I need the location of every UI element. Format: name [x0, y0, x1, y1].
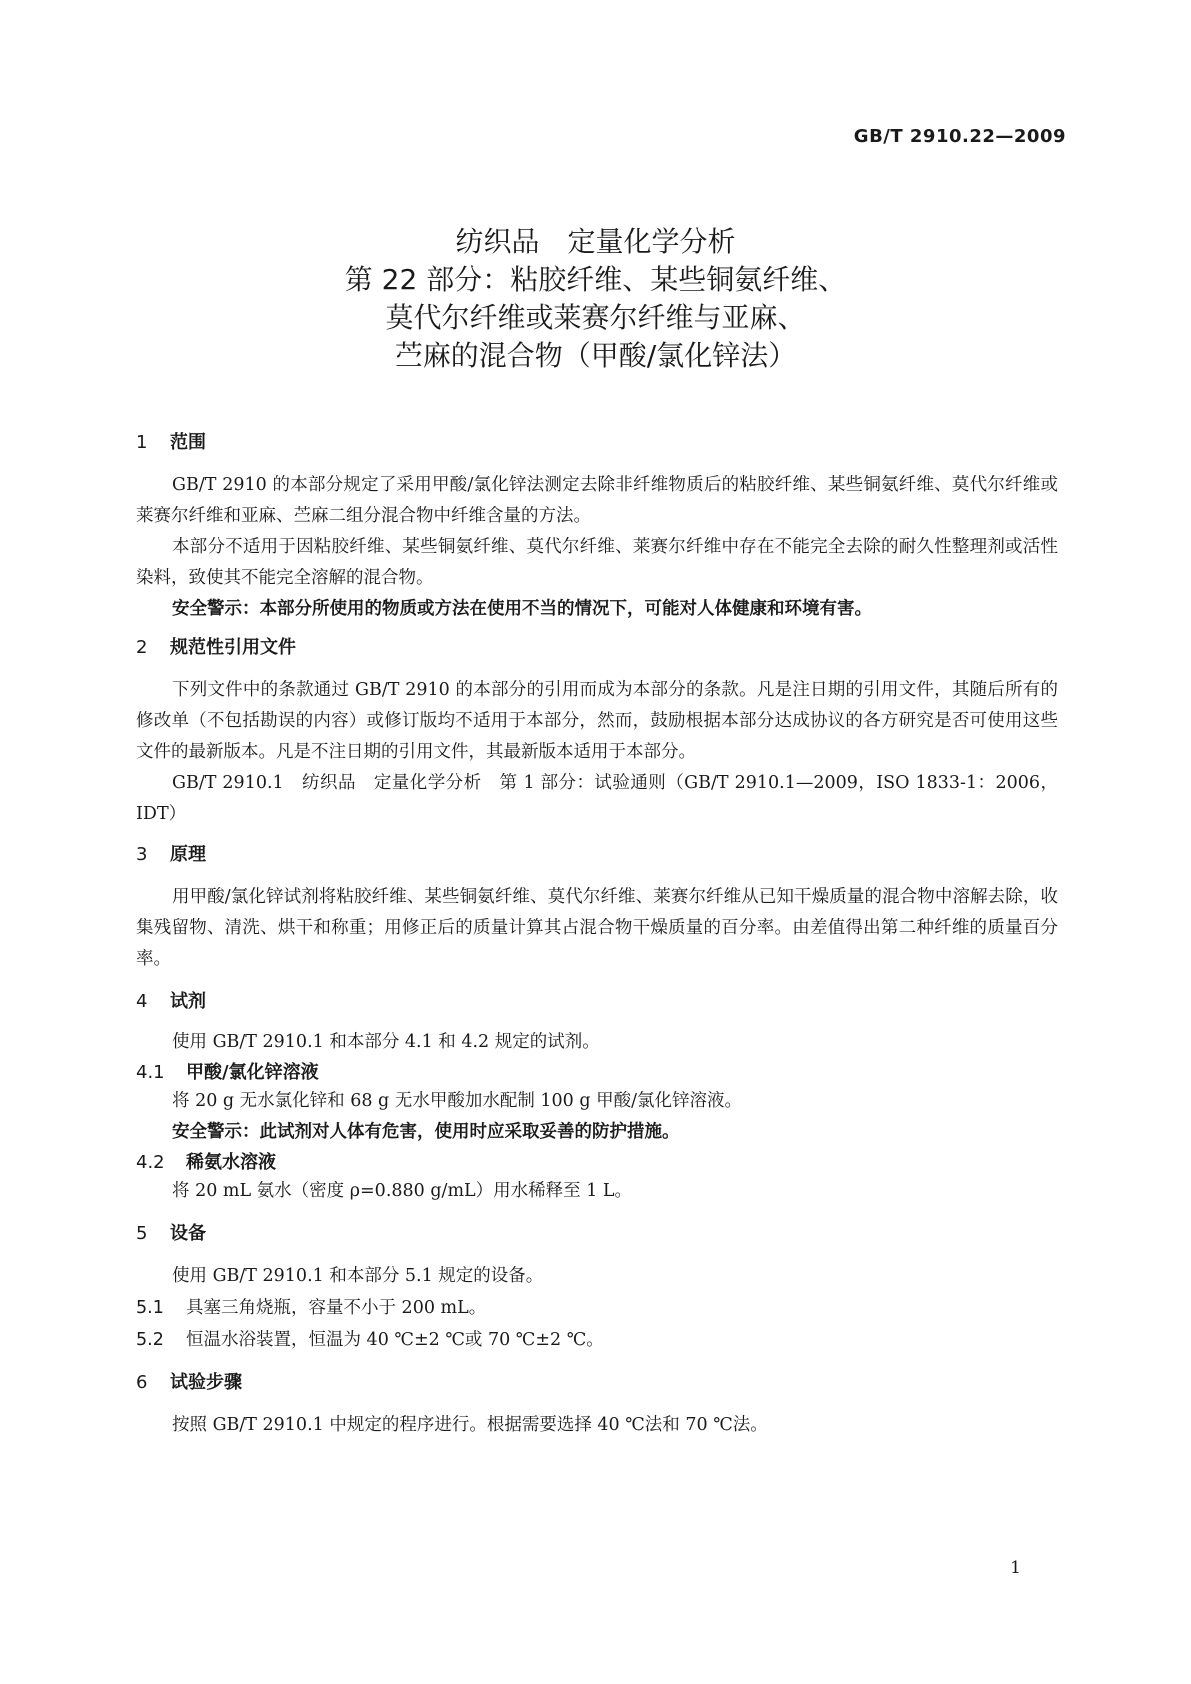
paragraph: 使用 GB/T 2910.1 和本部分 4.1 和 4.2 规定的试剂。: [172, 1032, 600, 1052]
subsection-title: 甲酸/氯化锌溶液: [186, 1062, 319, 1083]
section-heading-normative-references: [136, 635, 1058, 661]
paragraph: 本部分不适用于因粘胶纤维、某些铜氨纤维、莫代尔纤维、莱赛尔纤维中存在不能完全去除的耐久性整理剂或活性染料，致使其不能完全溶解的混合物。: [136, 537, 1058, 588]
item-text: 恒温水浴装置，恒温为 40 ℃±2 ℃或 70 ℃±2 ℃。: [186, 1330, 604, 1350]
document-title: [0, 223, 1191, 375]
section-number: 4: [136, 991, 148, 1012]
section-title: 规范性引用文件: [170, 637, 296, 658]
paragraph: 将 20 g 无水氯化锌和 68 g 无水甲酸加水配制 100 g 甲酸/氯化锌溶液。: [172, 1091, 743, 1111]
section-title: 范围: [170, 432, 206, 453]
section-title: 试验步骤: [170, 1372, 242, 1393]
paragraph: 下列文件中的条款通过 GB/T 2910 的本部分的引用而成为本部分的条款。凡是注日期的引用文件，其随后所有的修改单（不包括勘误的内容）或修订版均不适用于本部分，然而，鼓励根据本部分达成协议的各方研究是否可使用这些文件的最新版本。凡是不注日期的引用文件，其最新版本适用于本部分。: [136, 680, 1058, 762]
subsection-heading-4-1: [136, 1060, 1058, 1086]
title-line: 莫代尔纤维或莱赛尔纤维与亚麻、: [385, 301, 806, 334]
list-item: [136, 1324, 1058, 1356]
paragraph: GB/T 2910 的本部分规定了采用甲酸/氯化锌法测定去除非纤维物质后的粘胶纤维、某些铜氨纤维、莫代尔纤维或莱赛尔纤维和亚麻、苎麻二组分混合物中纤维含量的方法。: [136, 475, 1058, 526]
item-text: 具塞三角烧瓶，容量不小于 200 mL。: [186, 1298, 487, 1318]
section-number: 3: [136, 844, 148, 865]
safety-warning: 安全警示：此试剂对人体有危害，使用时应采取妥善的防护措施。: [172, 1122, 680, 1142]
paragraph: 用甲酸/氯化锌试剂将粘胶纤维、某些铜氨纤维、莫代尔纤维、莱赛尔纤维从已知干燥质量的混合物中溶解去除，收集残留物、清洗、烘干和称重；用修正后的质量计算其占混合物干燥质量的百分率。由差值得出第二种纤维的质量百分率。: [136, 887, 1058, 969]
section-number: 5: [136, 1223, 148, 1244]
subsection-heading-4-2: [136, 1150, 1058, 1176]
section-heading-apparatus: [136, 1221, 1058, 1247]
title-line: 第 22 部分：粘胶纤维、某些铜氨纤维、: [344, 263, 847, 296]
paragraph: 使用 GB/T 2910.1 和本部分 5.1 规定的设备。: [172, 1266, 544, 1286]
title-line: 纺织品 定量化学分析: [455, 225, 736, 258]
reference-entry: GB/T 2910.1 纺织品 定量化学分析 第 1 部分：试验通则（GB/T 2910.1—2009，ISO 1833-1：2006，IDT）: [136, 773, 1058, 824]
list-item: [136, 1292, 1058, 1324]
section-title: 设备: [170, 1223, 206, 1244]
paragraph: 将 20 mL 氨水（密度 ρ=0.880 g/mL）用水稀释至 1 L。: [172, 1181, 633, 1201]
section-title: 试剂: [170, 991, 206, 1012]
standard-number: GB/T 2910.22—2009: [853, 126, 1066, 147]
section-number: 1: [136, 432, 148, 453]
section-number: 2: [136, 637, 148, 658]
subsection-number: 4.1: [136, 1062, 165, 1083]
document-body: [136, 430, 1058, 1441]
section-heading-procedure: [136, 1370, 1058, 1396]
safety-warning: 安全警示：本部分所使用的物质或方法在使用不当的情况下，可能对人体健康和环境有害。: [172, 599, 872, 619]
item-number: 5.1: [136, 1298, 164, 1318]
title-line: 苎麻的混合物（甲酸/氯化锌法）: [394, 339, 797, 372]
item-number: 5.2: [136, 1330, 164, 1350]
subsection-title: 稀氨水溶液: [186, 1152, 276, 1173]
section-number: 6: [136, 1372, 148, 1393]
paragraph: 按照 GB/T 2910.1 中规定的程序进行。根据需要选择 40 ℃法和 70 ℃法。: [172, 1415, 768, 1435]
subsection-number: 4.2: [136, 1152, 165, 1173]
section-heading-scope: [136, 430, 1058, 456]
section-heading-reagents: [136, 989, 1058, 1015]
section-heading-principle: [136, 842, 1058, 868]
section-title: 原理: [170, 844, 206, 865]
page-number: 1: [1010, 1558, 1021, 1578]
